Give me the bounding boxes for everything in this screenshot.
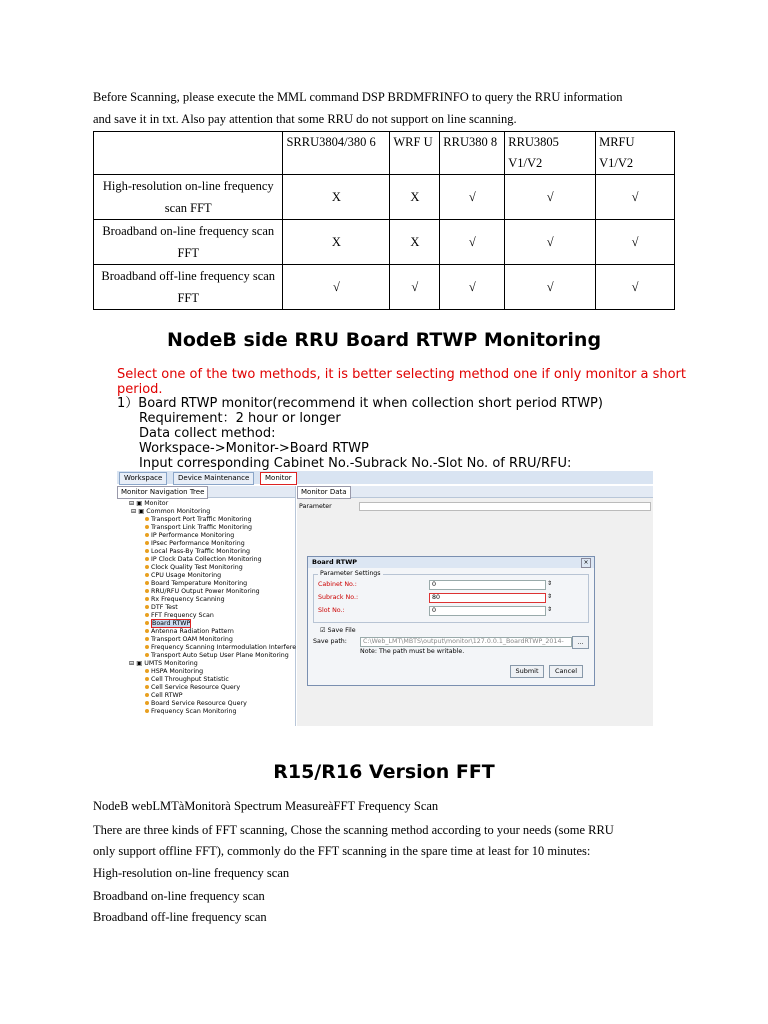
cabinet-label: Cabinet No.: — [318, 581, 357, 588]
tab-device-maintenance[interactable]: Device Maintenance — [173, 472, 254, 485]
tree-item[interactable]: ⊟ ▣ UMTS Monitoring — [129, 660, 198, 667]
tree-item[interactable]: Transport Auto Setup User Plane Monitoring — [145, 652, 289, 660]
red-note: Select one of the two methods, it is better selecting method one if only monitor a short period. — [117, 367, 686, 397]
cancel-button[interactable]: Cancel — [549, 665, 583, 678]
table-header-cell: RRU380 8 — [440, 132, 505, 175]
navigation-pane-title — [117, 486, 295, 498]
tree-node-icon — [145, 581, 149, 585]
table-row-label: High-resolution on-line frequency scan FFT — [94, 175, 283, 220]
table-cell: √ — [505, 220, 596, 265]
tree-node-icon — [145, 629, 149, 633]
table-row-label: Broadband on-line frequency scan FFT — [94, 220, 283, 265]
save-path-input[interactable]: C:\Web_LMT\MBTS\output\monitor\127.0.0.1_BoardRTWP_2014- — [360, 637, 572, 647]
method-one-heading: 1）Board RTWP monitor(recommend it when collection short period RTWP) — [117, 396, 603, 411]
tab-bar — [117, 471, 653, 484]
tree-item[interactable]: Transport Port Traffic Monitoring — [145, 516, 252, 524]
tree-item[interactable]: Antenna Radiation Pattern — [145, 628, 234, 636]
tree-node-icon — [145, 525, 149, 529]
tree-item[interactable]: Transport Link Traffic Monitoring — [145, 524, 252, 532]
cabinet-input[interactable]: 0 — [429, 580, 546, 590]
tree-item[interactable]: FFT Frequency Scan — [145, 612, 214, 620]
tree-node-icon — [145, 669, 149, 673]
tree-node-icon — [145, 533, 149, 537]
save-file-checkbox[interactable]: ☑ Save File — [320, 627, 356, 634]
table-header-cell — [94, 132, 283, 175]
collect-method-text: Data collect method: — [139, 426, 276, 441]
tree-item[interactable]: Cell Throughput Statistic — [145, 676, 229, 684]
fft-option-3: Broadband off-line frequency scan — [93, 910, 267, 924]
tree-item[interactable]: ⊟ ▣ Common Monitoring — [131, 508, 211, 515]
intro-line-2: and save it in txt. Also pay attention that some RRU do not support on line scanning. — [93, 112, 517, 126]
submit-button[interactable]: Submit — [510, 665, 544, 678]
table-row-label: Broadband off-line frequency scan FFT — [94, 265, 283, 310]
monitor-navigation-pane — [117, 486, 296, 726]
table-header-cell: RRU3805 V1/V2 — [505, 132, 596, 175]
rru-support-table — [93, 131, 675, 310]
table-cell: √ — [596, 265, 675, 310]
subrack-stepper-icon[interactable]: ⇕ — [547, 593, 553, 600]
fft-option-1: High-resolution on-line frequency scan — [93, 866, 290, 880]
section-title-rtwp: NodeB side RRU Board RTWP Monitoring — [166, 329, 602, 351]
parameter-settings-legend: Parameter Settings — [320, 570, 381, 577]
tree-node-icon — [145, 557, 149, 561]
fft-description-line-2: only support offline FFT), commonly do the FFT scanning in the spare time at least for 10 minutes: — [93, 844, 591, 858]
tree-item[interactable]: HSPA Monitoring — [145, 668, 203, 676]
section-title-fft: R15/R16 Version FFT — [273, 761, 495, 783]
table-cell: √ — [440, 175, 505, 220]
dialog-title: Board RTWP — [308, 557, 594, 568]
tree-node-icon — [145, 517, 149, 521]
table-header-cell: SRRU3804/380 6 — [283, 132, 390, 175]
fft-option-2: Broadband on-line frequency scan — [93, 889, 265, 903]
intro-line-1: Before Scanning, please execute the MML command DSP BRDMFRINFO to query the RRU information — [93, 90, 623, 104]
path-note: Note: The path must be writable. — [360, 648, 465, 655]
table-header-cell: WRF U — [390, 132, 440, 175]
close-icon[interactable]: × — [581, 558, 591, 568]
monitor-data-tab[interactable]: Monitor Data — [297, 486, 351, 499]
tree-node-icon — [145, 589, 149, 593]
tree-node-icon — [145, 653, 149, 657]
table-cell: √ — [505, 265, 596, 310]
navigation-tree-tab[interactable]: Monitor Navigation Tree — [117, 486, 208, 499]
monitor-data-pane — [297, 486, 653, 726]
subrack-input[interactable]: 80 — [429, 593, 546, 603]
tree-item[interactable]: IP Performance Monitoring — [145, 532, 234, 540]
table-header-row — [94, 132, 675, 175]
table-cell: √ — [596, 220, 675, 265]
board-rtwp-dialog — [307, 556, 595, 686]
tree-node-icon — [145, 709, 149, 713]
tab-workspace[interactable]: Workspace — [119, 472, 167, 485]
tree-item[interactable]: DTF Test — [145, 604, 178, 612]
table-header-cell: MRFU V1/V2 — [596, 132, 675, 175]
input-instruction-text: Input corresponding Cabinet No.-Subrack No.-Slot No. of RRU/RFU: — [139, 456, 572, 471]
tree-item[interactable]: IP Clock Data Collection Monitoring — [145, 556, 262, 564]
table-row — [94, 265, 675, 310]
tree-node-icon — [145, 621, 149, 625]
lmt-screenshot — [117, 471, 653, 726]
tree-item[interactable]: CPU Usage Monitoring — [145, 572, 221, 580]
table-cell: X — [390, 175, 440, 220]
menu-path-text: Workspace->Monitor->Board RTWP — [139, 441, 369, 456]
tree-item[interactable]: RRU/RFU Output Power Monitoring — [145, 588, 260, 596]
tree-node-icon — [145, 541, 149, 545]
table-cell: √ — [283, 265, 390, 310]
tree-node-icon — [145, 565, 149, 569]
slot-stepper-icon[interactable]: ⇕ — [547, 606, 553, 613]
tree-item[interactable]: Local Pass-By Traffic Monitoring — [145, 548, 250, 556]
fft-description-line-1: There are three kinds of FFT scanning, Chose the scanning method according to your needs (some RRU — [93, 823, 614, 837]
fft-menu-path: NodeB webLMTàMonitorà Spectrum MeasureàFFT Frequency Scan — [93, 799, 439, 813]
tree-node-icon — [145, 605, 149, 609]
tree-item[interactable]: Transport OAM Monitoring — [145, 636, 233, 644]
subrack-label: Subrack No.: — [318, 594, 359, 601]
cabinet-stepper-icon[interactable]: ⇕ — [547, 580, 553, 587]
tree-node-icon — [145, 597, 149, 601]
table-cell: X — [390, 220, 440, 265]
parameter-label: Parameter — [299, 503, 332, 510]
table-cell: X — [283, 220, 390, 265]
save-path-label: Save path: — [313, 638, 347, 645]
tree-item[interactable]: Board Service Resource Query — [145, 700, 247, 708]
tree-item[interactable]: Frequency Scan Monitoring — [145, 708, 237, 716]
slot-input[interactable]: 0 — [429, 606, 546, 616]
tree-node-icon — [145, 701, 149, 705]
table-row — [94, 220, 675, 265]
parameter-field[interactable] — [359, 502, 651, 511]
parameter-settings-group — [313, 570, 589, 623]
tree-node-icon — [145, 645, 149, 649]
tree-item[interactable]: Frequency Scanning Intermodulation Interfere — [145, 644, 296, 652]
tree-item[interactable]: Rx Frequency Scanning — [145, 596, 225, 604]
tree-node-icon — [145, 637, 149, 641]
tree-node-icon — [145, 693, 149, 697]
tree-item[interactable]: Board Temperature Monitoring — [145, 580, 247, 588]
tree-item-board-rtwp[interactable]: Board RTWP — [145, 620, 191, 628]
table-row — [94, 175, 675, 220]
table-cell: √ — [390, 265, 440, 310]
browse-button[interactable]: ... — [572, 636, 589, 649]
table-cell: √ — [596, 175, 675, 220]
tree-item[interactable]: Clock Quality Test Monitoring — [145, 564, 243, 572]
tree-node-icon — [145, 549, 149, 553]
table-cell: √ — [505, 175, 596, 220]
table-cell: X — [283, 175, 390, 220]
intro-paragraph — [93, 86, 683, 130]
tree-node-icon — [145, 573, 149, 577]
tree-node-icon — [145, 685, 149, 689]
tree-item[interactable]: Cell RTWP — [145, 692, 183, 700]
table-cell: √ — [440, 265, 505, 310]
data-pane-title — [297, 486, 653, 498]
tree-node-icon — [145, 677, 149, 681]
tree-item[interactable]: IPsec Performance Monitoring — [145, 540, 245, 548]
table-cell: √ — [440, 220, 505, 265]
tree-node-icon — [145, 613, 149, 617]
slot-label: Slot No.: — [318, 607, 345, 614]
tree-item[interactable]: Cell Service Resource Query — [145, 684, 240, 692]
tree-item[interactable]: ⊟ ▣ Monitor — [129, 500, 169, 507]
requirement-text: Requirement：2 hour or longer — [139, 411, 341, 426]
tab-monitor[interactable]: Monitor — [260, 472, 297, 485]
